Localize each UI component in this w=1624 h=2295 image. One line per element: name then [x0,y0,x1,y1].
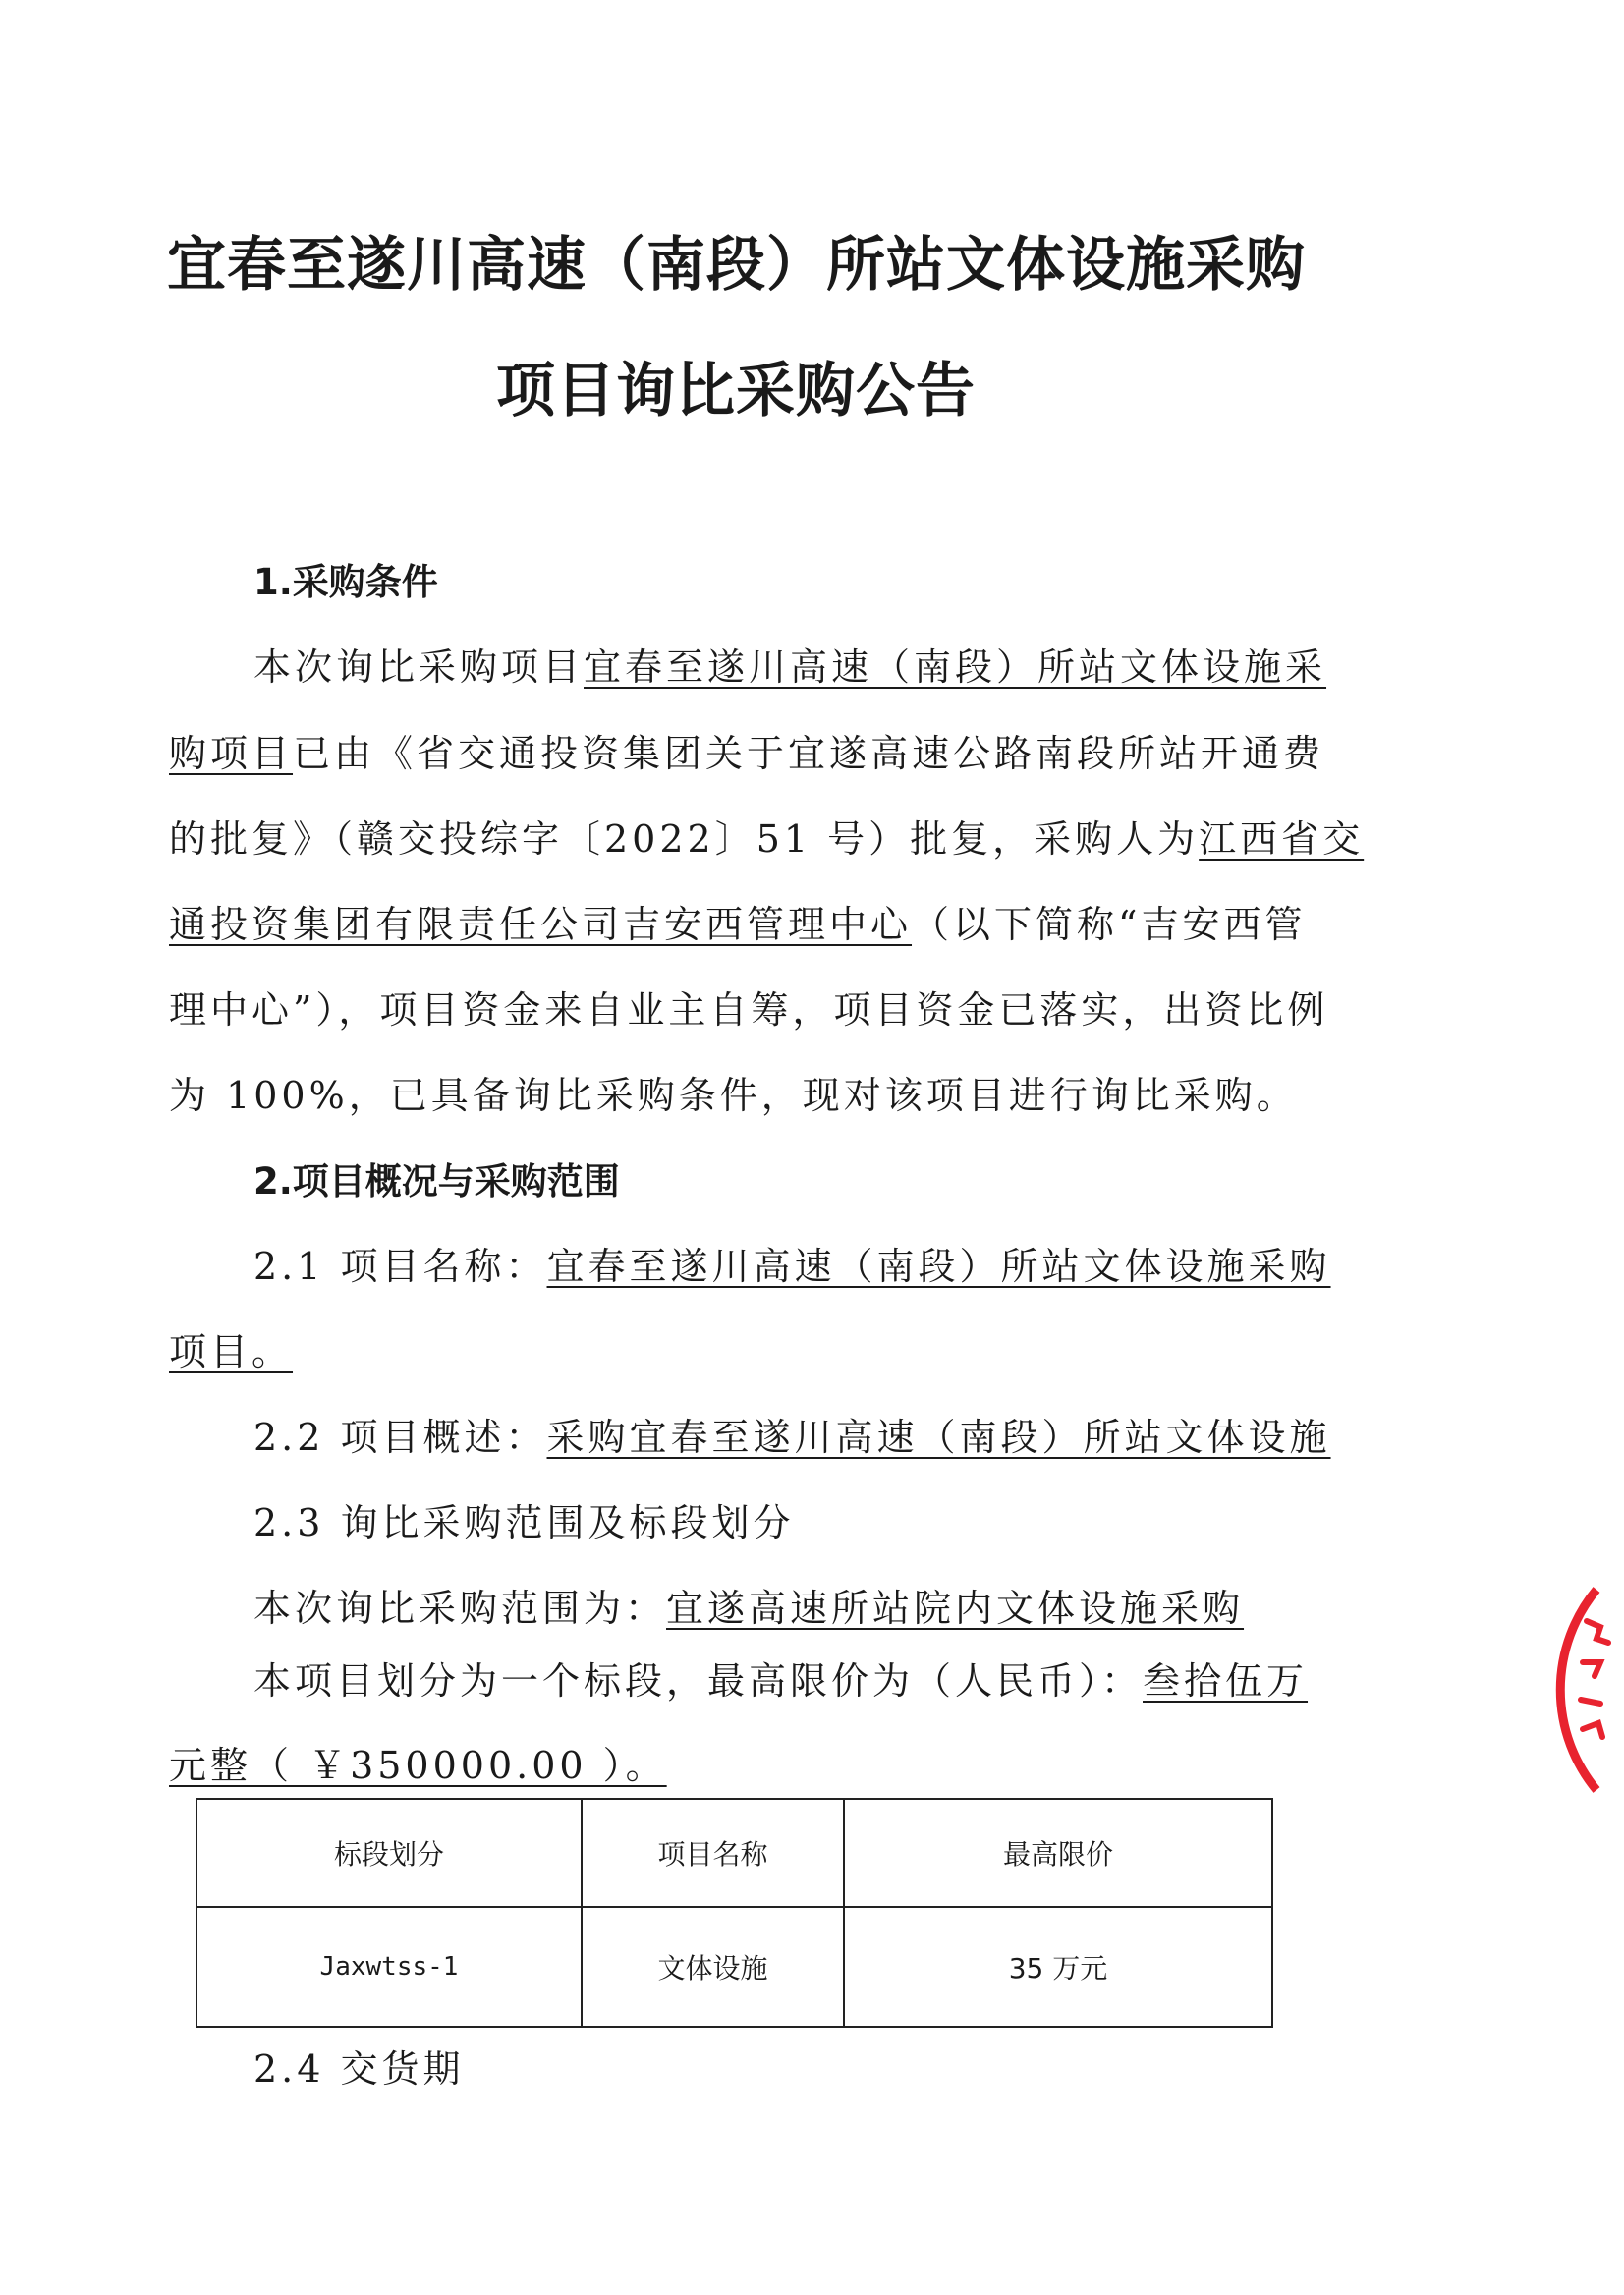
table-header-cell: 标段划分 [196,1799,582,1907]
text-span: 2.1 项目名称： [253,1245,547,1288]
text-span: （以下简称“吉安西管 [912,903,1307,946]
table-cell: Jaxwtss-1 [196,1907,582,2027]
section-1-heading: 1.采购条件 [253,561,438,603]
item-2-3-heading: 2.3 询比采购范围及标段划分 [253,1501,795,1544]
project-name-underlined: 宜春至遂川高速（南段）所站文体设施采 [584,645,1327,689]
item-2-1-line-1 [253,1236,1331,1290]
item-2-2-line [253,1407,1331,1461]
section-1-paragraph-line-1 [253,637,1326,691]
table-cell: 35 万元 [844,1907,1272,2027]
table-header-row [196,1799,1272,1907]
project-name-underlined: 项目。 [169,1330,294,1373]
price-underlined: 叁拾伍万 [1143,1659,1309,1703]
section-1-paragraph-line-3 [169,809,1364,863]
text-span: 本次询比采购范围为： [253,1587,667,1630]
table-header-cell: 最高限价 [844,1799,1272,1907]
table-cell: 文体设施 [582,1907,844,2027]
project-name-underlined: 购项目 [169,732,294,775]
table-row [196,1907,1272,2027]
price-limit-line-2 [169,1735,667,1789]
section-1-paragraph-line-2 [169,723,1324,777]
text-span: 的批复》（赣交投综字〔2022〕51 号）批复，采购人为 [169,817,1200,861]
purchaser-underlined: 江西省交 [1199,817,1365,861]
bid-section-table [196,1798,1273,2028]
table-header-cell: 项目名称 [582,1799,844,1907]
red-seal-icon [1518,1582,1624,1798]
section-1-paragraph-line-4 [169,894,1306,948]
scope-underlined: 宜遂高速所站院内文体设施采购 [666,1587,1245,1630]
text-span: 本次询比采购项目 [253,645,585,689]
section-1-paragraph-line-5: 理中心”），项目资金来自业主自筹，项目资金已落实，出资比例 [169,988,1329,1032]
text-span: 已由《省交通投资集团关于宜遂高速公路南段所站开通费 [293,732,1325,775]
purchaser-underlined: 通投资集团有限责任公司吉安西管理中心 [169,903,913,946]
item-2-4-heading: 2.4 交货期 [253,2047,465,2091]
section-1-paragraph-line-6: 为 100%，已具备询比采购条件，现对该项目进行询比采购。 [169,1074,1298,1117]
title-line-1: 宜春至遂川高速（南段）所站文体设施采购 [167,231,1306,300]
title-line-2: 项目询比采购公告 [496,357,976,425]
price-limit-line-1 [253,1651,1308,1705]
scope-line [253,1578,1244,1632]
project-name-underlined: 宜春至遂川高速（南段）所站文体设施采购 [546,1245,1331,1288]
overview-underlined: 采购宜春至遂川高速（南段）所站文体设施 [546,1416,1331,1459]
text-span: 本项目划分为一个标段，最高限价为（人民币）： [253,1659,1144,1703]
price-underlined: 元整（ ￥350000.00 ）。 [169,1744,667,1787]
section-2-heading: 2.项目概况与采购范围 [253,1160,620,1203]
item-2-1-line-2 [169,1321,293,1375]
text-span: 2.2 项目概述： [253,1416,547,1459]
